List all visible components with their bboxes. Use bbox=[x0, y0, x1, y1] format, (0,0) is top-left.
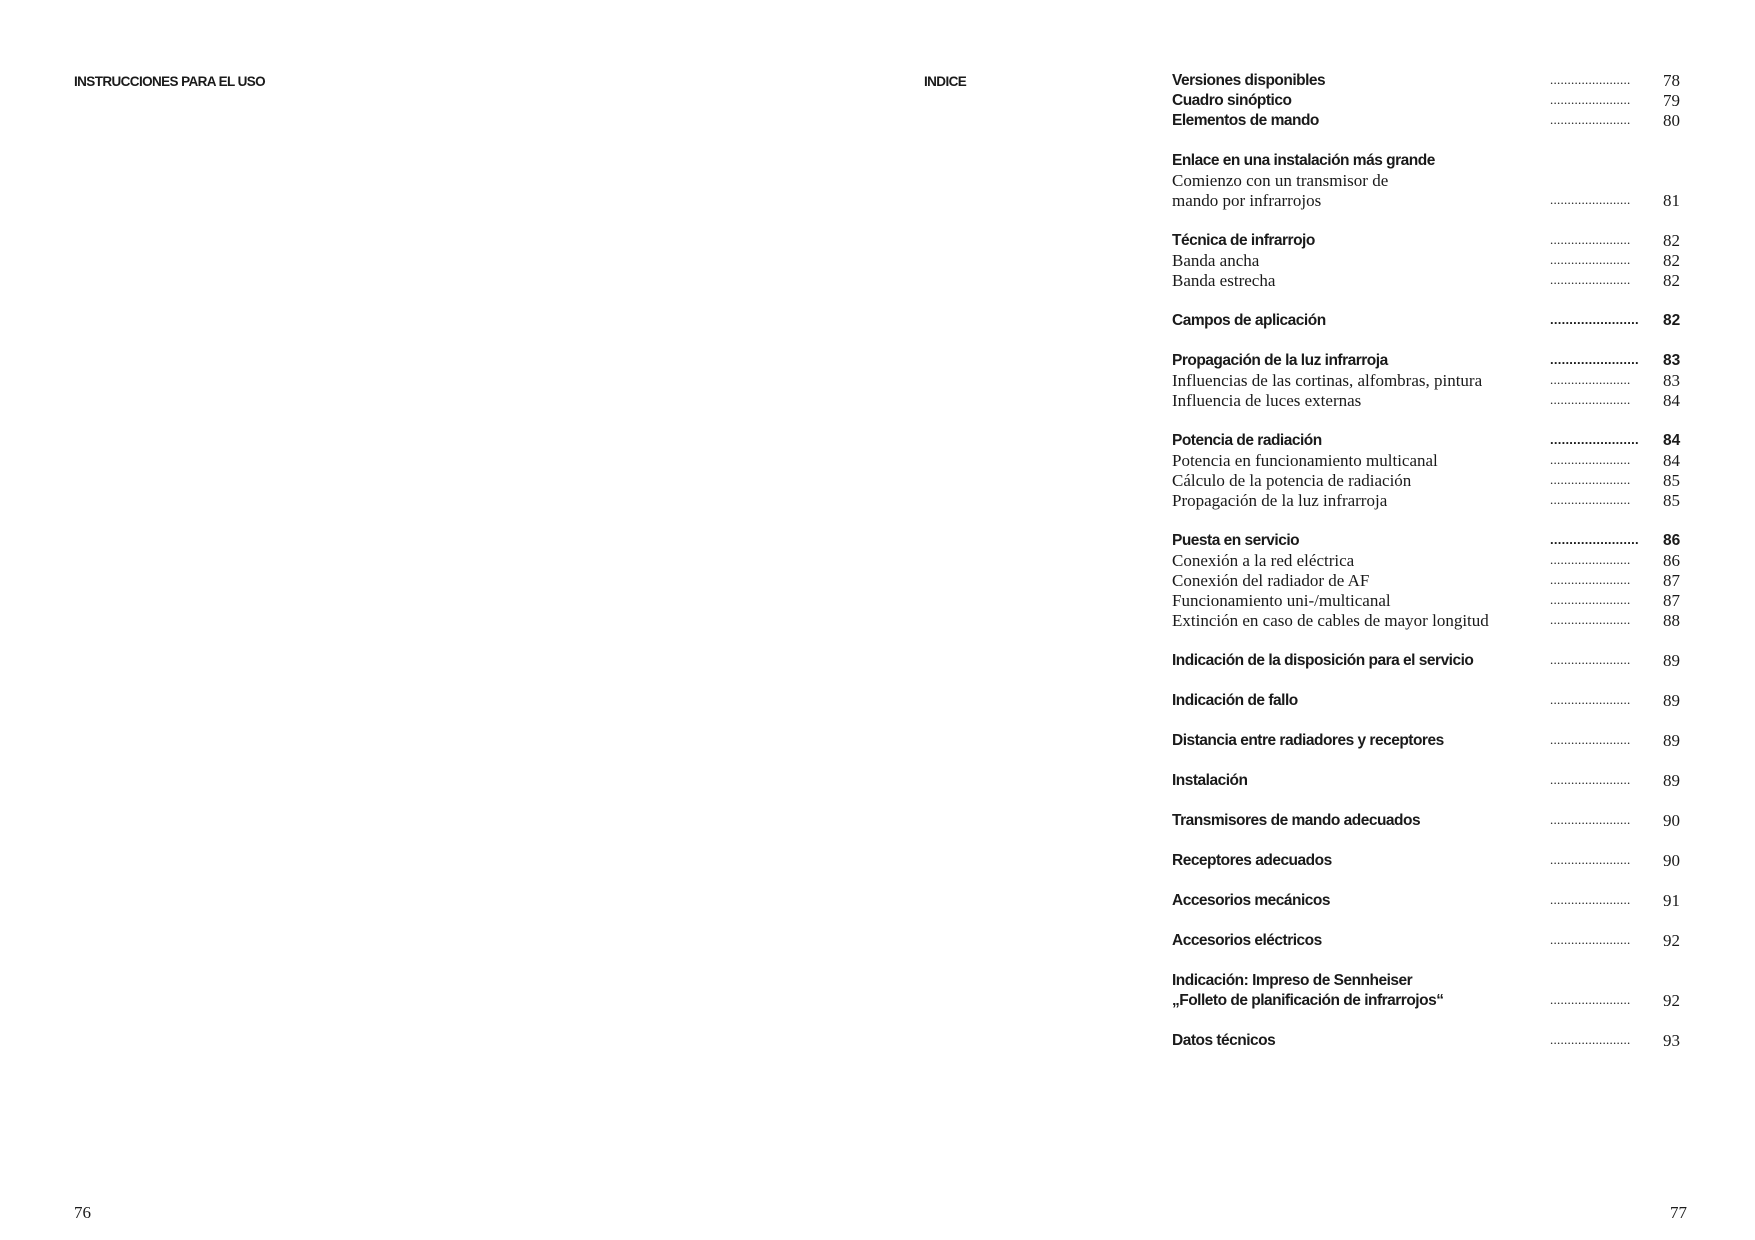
toc-page-number: 82 bbox=[1663, 271, 1680, 290]
toc-page-number: 78 bbox=[1663, 71, 1680, 90]
toc-line bbox=[1172, 771, 1692, 791]
toc-line bbox=[1172, 471, 1692, 491]
toc-entry bbox=[1172, 151, 1692, 211]
toc-entry bbox=[1172, 731, 1692, 751]
toc-leader-dots: ....................... bbox=[1550, 812, 1631, 827]
toc-title: Transmisores de mando adecuados bbox=[1172, 812, 1421, 829]
toc-leader-dots: ....................... bbox=[1550, 352, 1639, 367]
toc-page-number: 87 bbox=[1663, 591, 1680, 610]
toc-line bbox=[1172, 151, 1692, 171]
table-of-contents bbox=[1172, 71, 1692, 1051]
toc-title: Enlace en una instalación más grande bbox=[1172, 152, 1435, 169]
toc-title: Receptores adecuados bbox=[1172, 852, 1332, 869]
toc-title: Conexión a la red eléctrica bbox=[1172, 551, 1355, 570]
toc-line bbox=[1172, 551, 1692, 571]
toc-leader-dots: ....................... bbox=[1550, 92, 1631, 107]
toc-leader-dots: ....................... bbox=[1550, 1032, 1631, 1047]
toc-line bbox=[1172, 431, 1692, 451]
toc-leader-dots: ....................... bbox=[1550, 592, 1631, 607]
toc-title: Propagación de la luz infrarroja bbox=[1172, 491, 1388, 510]
toc-entry bbox=[1172, 651, 1692, 671]
toc-page-number: 89 bbox=[1663, 691, 1680, 710]
toc-line bbox=[1172, 451, 1692, 471]
toc-title: Accesorios mecánicos bbox=[1172, 892, 1331, 909]
toc-leader-dots: ....................... bbox=[1550, 932, 1631, 947]
toc-title: Conexión del radiador de AF bbox=[1172, 571, 1370, 590]
toc-entry bbox=[1172, 311, 1692, 331]
toc-leader-dots: ....................... bbox=[1550, 772, 1631, 787]
toc-line bbox=[1172, 111, 1692, 131]
toc-title: Banda ancha bbox=[1172, 251, 1260, 270]
page-number-left: 76 bbox=[74, 1203, 91, 1222]
toc-page-number: 82 bbox=[1663, 251, 1680, 270]
toc-line bbox=[1172, 571, 1692, 591]
toc-leader-dots: ....................... bbox=[1550, 892, 1631, 907]
toc-title: Funcionamiento uni-/multicanal bbox=[1172, 591, 1391, 610]
toc-leader-dots: ....................... bbox=[1550, 492, 1631, 507]
toc-page-number: 80 bbox=[1663, 111, 1680, 130]
toc-title: Elementos de mando bbox=[1172, 112, 1319, 129]
toc-line bbox=[1172, 651, 1692, 671]
toc-title: Influencia de luces externas bbox=[1172, 391, 1362, 410]
toc-page-number: 89 bbox=[1663, 731, 1680, 750]
toc-page-number: 83 bbox=[1663, 371, 1680, 390]
toc-title: Versiones disponibles bbox=[1172, 72, 1326, 89]
toc-title: Comienzo con un transmisor de bbox=[1172, 171, 1389, 190]
toc-line bbox=[1172, 1031, 1692, 1051]
toc-line bbox=[1172, 491, 1692, 511]
toc-title: „Folleto de planificación de infrarrojos“ bbox=[1172, 992, 1444, 1009]
toc-line bbox=[1172, 251, 1692, 271]
toc-leader-dots: ....................... bbox=[1550, 72, 1631, 87]
toc-title: Instalación bbox=[1172, 772, 1248, 789]
toc-leader-dots: ....................... bbox=[1550, 312, 1639, 327]
toc-line bbox=[1172, 931, 1692, 951]
toc-line bbox=[1172, 71, 1692, 91]
toc-entry bbox=[1172, 71, 1692, 91]
index-header: INDICE bbox=[924, 74, 967, 89]
toc-page-number: 84 bbox=[1663, 391, 1680, 410]
toc-title: mando por infrarrojos bbox=[1172, 191, 1322, 210]
toc-entry bbox=[1172, 1031, 1692, 1051]
toc-entry bbox=[1172, 111, 1692, 131]
toc-leader-dots: ....................... bbox=[1550, 372, 1631, 387]
toc-line bbox=[1172, 811, 1692, 831]
toc-leader-dots: ....................... bbox=[1550, 272, 1631, 287]
toc-title: Datos técnicos bbox=[1172, 1032, 1276, 1049]
toc-entry bbox=[1172, 931, 1692, 951]
toc-page-number: 92 bbox=[1663, 931, 1680, 950]
toc-title: Técnica de infrarrojo bbox=[1172, 232, 1315, 249]
toc-line bbox=[1172, 991, 1692, 1011]
toc-page-number: 81 bbox=[1663, 191, 1680, 210]
toc-title: Extinción en caso de cables de mayor longitud bbox=[1172, 611, 1489, 630]
toc-line bbox=[1172, 351, 1692, 371]
toc-page-number: 79 bbox=[1663, 91, 1680, 110]
toc-leader-dots: ....................... bbox=[1550, 612, 1631, 627]
toc-leader-dots: ....................... bbox=[1550, 392, 1631, 407]
toc-leader-dots: ....................... bbox=[1550, 452, 1631, 467]
toc-entry bbox=[1172, 231, 1692, 291]
toc-title: Banda estrecha bbox=[1172, 271, 1276, 290]
toc-title: Propagación de la luz infrarroja bbox=[1172, 352, 1388, 369]
toc-line bbox=[1172, 391, 1692, 411]
toc-title: Potencia en funcionamiento multicanal bbox=[1172, 451, 1438, 470]
toc-entry bbox=[1172, 891, 1692, 911]
toc-line bbox=[1172, 611, 1692, 631]
toc-entry bbox=[1172, 351, 1692, 411]
toc-title: Puesta en servicio bbox=[1172, 532, 1300, 549]
toc-leader-dots: ....................... bbox=[1550, 252, 1631, 267]
toc-page-number: 84 bbox=[1663, 451, 1680, 470]
toc-leader-dots: ....................... bbox=[1550, 192, 1631, 207]
toc-line bbox=[1172, 891, 1692, 911]
toc-entry bbox=[1172, 811, 1692, 831]
toc-title: Indicación: Impreso de Sennheiser bbox=[1172, 972, 1413, 989]
left-page-header: INSTRUCCIONES PARA EL USO bbox=[74, 74, 266, 89]
toc-leader-dots: ....................... bbox=[1550, 852, 1631, 867]
toc-leader-dots: ....................... bbox=[1550, 732, 1631, 747]
toc-entry bbox=[1172, 91, 1692, 111]
toc-title: Potencia de radiación bbox=[1172, 432, 1322, 449]
toc-leader-dots: ....................... bbox=[1550, 572, 1631, 587]
toc-page-number: 87 bbox=[1663, 571, 1680, 590]
toc-page-number: 86 bbox=[1663, 532, 1681, 549]
toc-title: Indicación de fallo bbox=[1172, 692, 1298, 709]
toc-line bbox=[1172, 311, 1692, 331]
toc-page-number: 85 bbox=[1663, 471, 1680, 490]
toc-leader-dots: ....................... bbox=[1550, 692, 1631, 707]
toc-leader-dots: ....................... bbox=[1550, 112, 1631, 127]
toc-page-number: 90 bbox=[1663, 811, 1680, 830]
toc-line bbox=[1172, 171, 1692, 191]
toc-page-number: 91 bbox=[1663, 891, 1680, 910]
toc-title: Indicación de la disposición para el servicio bbox=[1172, 652, 1474, 669]
toc-page-number: 93 bbox=[1663, 1031, 1680, 1050]
toc-line bbox=[1172, 191, 1692, 211]
toc-title: Accesorios eléctricos bbox=[1172, 932, 1322, 949]
toc-line bbox=[1172, 851, 1692, 871]
toc-line bbox=[1172, 231, 1692, 251]
toc-page-number: 90 bbox=[1663, 851, 1680, 870]
toc-title: Cuadro sinóptico bbox=[1172, 92, 1292, 109]
toc-page-number: 84 bbox=[1663, 432, 1681, 449]
toc-leader-dots: ....................... bbox=[1550, 472, 1631, 487]
toc-title: Distancia entre radiadores y receptores bbox=[1172, 732, 1444, 749]
toc-title: Cálculo de la potencia de radiación bbox=[1172, 471, 1412, 490]
toc-leader-dots: ....................... bbox=[1550, 992, 1631, 1007]
toc-entry bbox=[1172, 691, 1692, 711]
toc-leader-dots: ....................... bbox=[1550, 232, 1631, 247]
toc-page-number: 83 bbox=[1663, 352, 1681, 369]
toc-line bbox=[1172, 971, 1692, 991]
toc-page-number: 92 bbox=[1663, 991, 1680, 1010]
toc-entry bbox=[1172, 851, 1692, 871]
toc-entry bbox=[1172, 771, 1692, 791]
toc-entry bbox=[1172, 531, 1692, 631]
toc-leader-dots: ....................... bbox=[1550, 652, 1631, 667]
toc-line bbox=[1172, 691, 1692, 711]
page-number-right: 77 bbox=[1670, 1203, 1687, 1222]
toc-entry bbox=[1172, 971, 1692, 1011]
toc-page-number: 88 bbox=[1663, 611, 1680, 630]
toc-page-number: 85 bbox=[1663, 491, 1680, 510]
toc-line bbox=[1172, 271, 1692, 291]
toc-line bbox=[1172, 531, 1692, 551]
toc-page-number: 82 bbox=[1663, 231, 1680, 250]
toc-line bbox=[1172, 731, 1692, 751]
toc-leader-dots: ....................... bbox=[1550, 532, 1639, 547]
toc-entry bbox=[1172, 431, 1692, 511]
toc-leader-dots: ....................... bbox=[1550, 552, 1631, 567]
toc-page-number: 89 bbox=[1663, 771, 1680, 790]
toc-line bbox=[1172, 591, 1692, 611]
toc-leader-dots: ....................... bbox=[1550, 432, 1639, 447]
toc-line bbox=[1172, 371, 1692, 391]
toc-page-number: 82 bbox=[1663, 312, 1681, 329]
toc-line bbox=[1172, 91, 1692, 111]
toc-title: Campos de aplicación bbox=[1172, 312, 1326, 329]
toc-page-number: 86 bbox=[1663, 551, 1680, 570]
toc-title: Influencias de las cortinas, alfombras, pintura bbox=[1172, 371, 1483, 390]
toc-page-number: 89 bbox=[1663, 651, 1680, 670]
